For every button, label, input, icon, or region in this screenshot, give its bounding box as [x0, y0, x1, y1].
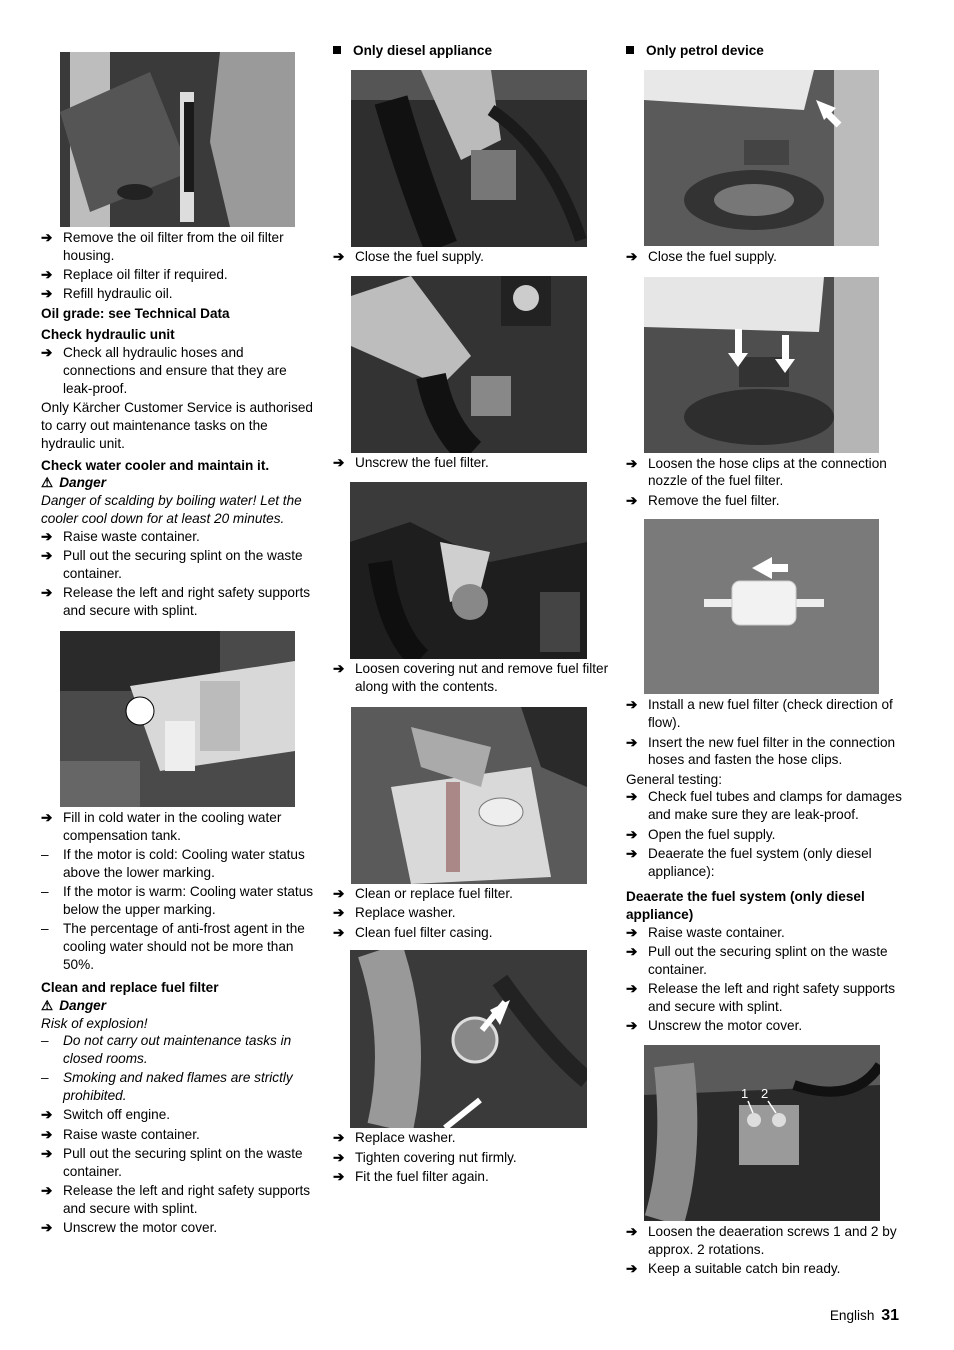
arrow-icon: ➔	[333, 924, 345, 940]
list-item: ➔ Loosen covering nut and remove fuel filter along with the contents.	[333, 661, 609, 695]
arrow-icon: ➔	[626, 1018, 638, 1034]
list-item: ➔ Pull out the securing splint on the waste container.	[41, 548, 303, 581]
list-item: ➔ Remove the oil filter from the oil filter housing.	[41, 230, 284, 263]
photo-cooling-water-art	[60, 631, 295, 807]
arrow-icon: ➔	[41, 1107, 53, 1123]
list-item: ➔ Raise waste container.	[41, 528, 200, 544]
diesel-heading: Only diesel appliance	[333, 42, 611, 60]
footer-language: English	[829, 1308, 875, 1323]
list-item: – The percentage of anti-frost agent in the cooling water should not be more than 50%.	[41, 921, 305, 972]
square-bullet-icon	[626, 46, 634, 54]
arrow-icon: ➔	[626, 248, 638, 264]
list-item: ➔ Switch off engine.	[41, 1107, 171, 1123]
list-item: ➔ Insert the new fuel filter in the connection hoses and fasten the hose clips.	[626, 734, 896, 768]
arrow-icon: ➔	[41, 1126, 53, 1142]
arrow-icon: ➔	[626, 697, 638, 713]
photo-oil-filter	[60, 52, 295, 227]
arrow-icon: ➔	[626, 789, 638, 805]
arrow-icon: ➔	[333, 454, 345, 470]
page-footer	[830, 1307, 899, 1325]
list-item: ➔ Install a new fuel filter (check direction of flow).	[626, 697, 893, 731]
list-item: ➔ Close the fuel supply.	[333, 248, 484, 264]
photo-label-2: 2	[761, 1085, 769, 1101]
arrow-icon: ➔	[626, 943, 638, 959]
danger-heading: ⚠ Danger	[41, 475, 107, 491]
arrow-icon: ➔	[41, 1220, 53, 1236]
list-item: ➔ Unscrew the motor cover.	[41, 1220, 218, 1236]
arrow-icon: ➔	[626, 492, 638, 508]
service-text: Only Kärcher Customer Service is authorised to carry out maintenance tasks on the hydraulic unit.	[41, 400, 313, 451]
list-item: ➔ Clean or replace fuel filter.	[333, 885, 513, 901]
arrow-icon: ➔	[41, 230, 53, 245]
list-item: ➔ Raise waste container.	[626, 924, 785, 940]
deaerate-heading: Deaerate the fuel system (only diesel appliance)	[626, 888, 865, 922]
square-bullet-icon	[333, 46, 341, 54]
column-1	[41, 52, 319, 1239]
photo-petrol-fuel-supply	[644, 70, 879, 246]
photo-diesel-covering-nut	[350, 482, 587, 659]
photo-diesel-washer	[350, 950, 587, 1128]
photo-cooling-water	[60, 631, 295, 807]
list-item: ➔ Pull out the securing splint on the waste container.	[626, 943, 888, 977]
petrol-heading: Only petrol device	[626, 42, 906, 60]
page-number: 31	[881, 1307, 899, 1324]
arrow-icon: ➔	[41, 809, 53, 825]
arrow-icon: ➔	[333, 905, 345, 921]
arrow-icon: ➔	[41, 345, 53, 361]
list-item: ➔ Deaerate the fuel system (only diesel appliance):	[626, 845, 872, 879]
arrow-icon: ➔	[626, 455, 638, 471]
arrow-icon: ➔	[41, 528, 53, 544]
arrow-icon: ➔	[41, 1146, 53, 1162]
photo-diesel-clean-filter	[351, 707, 587, 884]
arrow-icon: ➔	[626, 845, 638, 861]
list-item: ➔ Release the left and right safety supports and secure with splint.	[626, 980, 896, 1014]
list-item: ➔ Unscrew the motor cover.	[626, 1018, 803, 1034]
list-item: ➔ Release the left and right safety supports and secure with splint.	[41, 1183, 311, 1216]
list-item: ➔ Close the fuel supply.	[626, 248, 777, 264]
arrow-icon: ➔	[333, 661, 345, 677]
arrow-icon: ➔	[626, 1223, 638, 1239]
list-item: ➔ Replace washer.	[333, 905, 456, 921]
arrow-icon: ➔	[333, 248, 345, 264]
arrow-icon: ➔	[41, 548, 53, 564]
column-2	[333, 42, 611, 1187]
arrow-icon: ➔	[626, 980, 638, 996]
photo-new-fuel-filter	[644, 519, 879, 694]
list-item: – Do not carry out maintenance tasks in closed rooms.	[41, 1033, 292, 1067]
list-item: ➔ Replace oil filter if required.	[41, 267, 228, 283]
list-item: ➔ Pull out the securing splint on the waste container.	[41, 1146, 303, 1179]
arrow-icon: ➔	[626, 826, 638, 842]
photo-new-fuel-filter-art	[644, 519, 879, 694]
check-water-heading: Check water cooler and maintain it.	[41, 457, 270, 473]
dash-icon: –	[41, 1033, 49, 1049]
oil-grade-heading: Oil grade: see Technical Data	[41, 305, 230, 321]
dash-icon: –	[41, 846, 49, 862]
photo-diesel-fuel-supply	[351, 70, 587, 247]
list-item: ➔ Loosen the hose clips at the connection nozzle of the fuel filter.	[626, 455, 887, 489]
photo-oil-filter-art	[60, 52, 295, 227]
list-item: ➔ Replace washer.	[333, 1130, 456, 1146]
list-item: ➔ Loosen the deaeration screws 1 and 2 by approx. 2 rotations.	[626, 1223, 897, 1257]
warning-icon: ⚠	[41, 475, 54, 491]
photo-petrol-hose-clips	[644, 277, 879, 453]
list-item: ➔ Fill in cold water in the cooling water compensation tank.	[41, 809, 282, 843]
arrow-icon: ➔	[626, 1260, 638, 1276]
photo-petrol-hose-clips-art	[644, 277, 879, 453]
list-item: ➔ Refill hydraulic oil.	[41, 286, 173, 302]
list-item: – Smoking and naked flames are strictly prohibited.	[41, 1070, 293, 1104]
photo-diesel-washer-art	[350, 950, 587, 1128]
risk-text: Risk of explosion!	[41, 1015, 148, 1031]
list-item: ➔ Check all hydraulic hoses and connections and ensure that they are leak-proof.	[41, 345, 287, 396]
arrow-icon: ➔	[333, 1168, 345, 1184]
arrow-icon: ➔	[41, 585, 53, 601]
arrow-icon: ➔	[333, 1130, 345, 1146]
list-item: ➔ Unscrew the fuel filter.	[333, 454, 489, 470]
general-testing-label: General testing:	[626, 771, 722, 787]
list-item: – If the motor is cold: Cooling water status above the lower marking.	[41, 846, 305, 880]
list-item: ➔ Remove the fuel filter.	[626, 492, 780, 508]
arrow-icon: ➔	[41, 1183, 53, 1199]
photo-diesel-unscrew-filter-art	[351, 276, 587, 453]
list-item: ➔ Fit the fuel filter again.	[333, 1168, 489, 1184]
dash-icon: –	[41, 921, 49, 937]
arrow-icon: ➔	[333, 885, 345, 901]
column-3	[626, 42, 906, 1279]
list-item: – If the motor is warm: Cooling water status below the upper marking.	[41, 883, 314, 917]
arrow-icon: ➔	[41, 267, 53, 283]
list-item: ➔ Tighten covering nut firmly.	[333, 1149, 517, 1165]
warning-icon: ⚠	[41, 997, 54, 1013]
photo-diesel-fuel-supply-art	[351, 70, 587, 247]
dash-icon: –	[41, 883, 49, 899]
arrow-icon: ➔	[626, 924, 638, 940]
list-item: ➔ Keep a suitable catch bin ready.	[626, 1260, 841, 1276]
arrow-icon: ➔	[333, 1149, 345, 1165]
photo-diesel-clean-filter-art	[351, 707, 587, 884]
list-item: ➔ Clean fuel filter casing.	[333, 924, 493, 940]
dash-icon: –	[41, 1070, 49, 1086]
photo-deaeration-screws	[644, 1045, 880, 1221]
arrow-icon: ➔	[41, 286, 53, 302]
photo-petrol-fuel-supply-art	[644, 70, 879, 246]
check-hydraulic-heading: Check hydraulic unit	[41, 327, 175, 343]
arrow-icon: ➔	[626, 734, 638, 750]
list-item: ➔ Open the fuel supply.	[626, 826, 776, 842]
clean-fuel-heading: Clean and replace fuel filter	[41, 979, 219, 995]
list-item: ➔ Raise waste container.	[41, 1126, 200, 1142]
list-item: ➔ Release the left and right safety supports and secure with splint.	[41, 585, 311, 618]
photo-diesel-covering-nut-art	[350, 482, 587, 659]
list-item: ➔ Check fuel tubes and clamps for damages and make sure they are leak-proof.	[626, 789, 902, 823]
photo-label-1: 1	[741, 1085, 749, 1101]
photo-diesel-unscrew-filter	[351, 276, 587, 453]
danger-heading: ⚠ Danger	[41, 997, 107, 1013]
danger-text: Danger of scalding by boiling water! Let the cooler cool down for at least 20 minutes.	[41, 493, 302, 526]
photo-deaeration-screws-art	[644, 1045, 880, 1221]
